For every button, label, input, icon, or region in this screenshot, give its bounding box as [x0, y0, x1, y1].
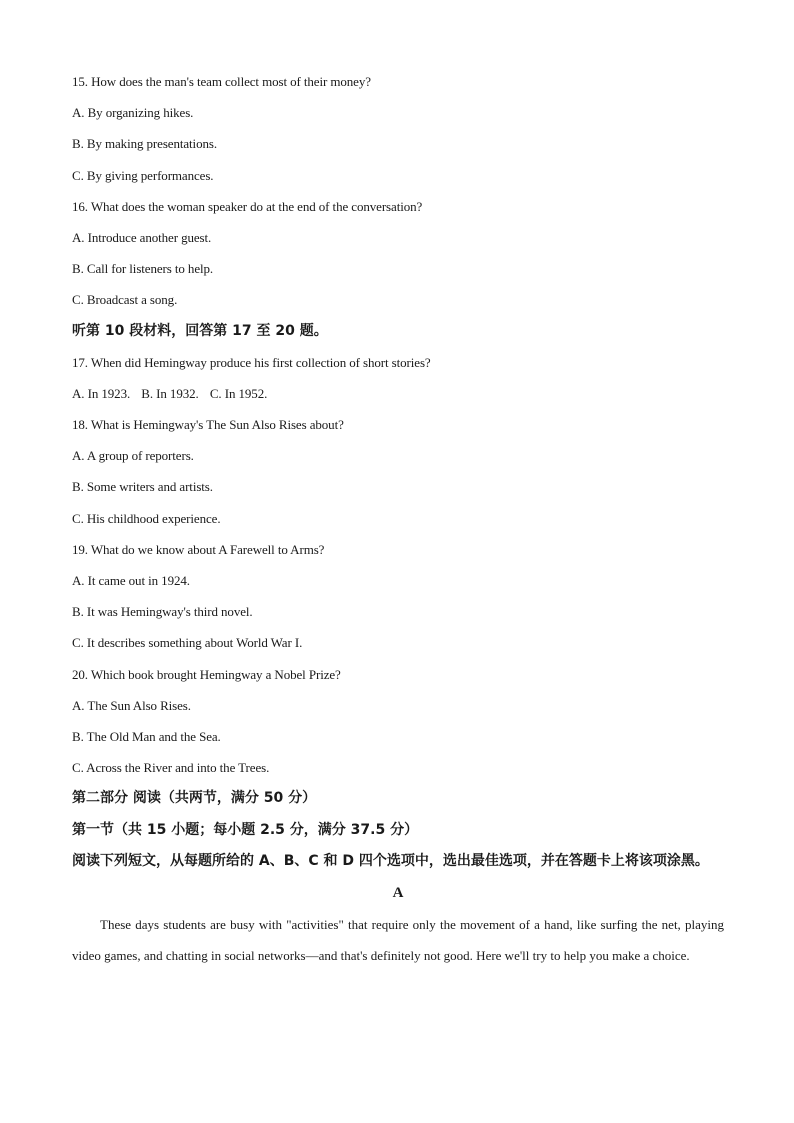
option-c: C. His childhood experience. [72, 510, 221, 526]
question-stem: 18. What is Hemingway's The Sun Also Rises about? [72, 417, 344, 433]
option-b: B. In 1932. [141, 385, 199, 401]
question-15 [72, 66, 724, 191]
passage-title: A [392, 884, 404, 901]
option-a: A. A group of reporters. [72, 448, 194, 464]
option-c: C. In 1952. [209, 385, 268, 401]
option-c: C. Broadcast a song. [72, 292, 178, 308]
section-1-heading: 第一节（共 15 小题；每小题 2.5 分，满分 37.5 分） [72, 821, 419, 838]
question-stem: 20. Which book brought Hemingway a Nobel Prize? [72, 666, 341, 682]
question-stem: 15. How does the man's team collect most of their money? [72, 74, 371, 89]
reading-instruction: 阅读下列短文，从每题所给的 A、B、C 和 D 四个选项中，选出最佳选项，并在答题卡上将该项涂黑。 [72, 852, 709, 869]
option-a: A. The Sun Also Rises. [72, 697, 191, 713]
document-page [72, 66, 724, 971]
option-b: B. Call for listeners to help. [72, 261, 214, 277]
option-a: A. In 1923. [72, 385, 131, 401]
part-2-heading: 第二部分 阅读（共两节，满分 50 分） [72, 790, 317, 807]
question-20 [72, 659, 724, 784]
option-c: C. By giving performances. [72, 167, 214, 183]
option-b: B. It was Hemingway's third novel. [72, 604, 253, 620]
question-stem: 17. When did Hemingway produce his first collection of short stories? [72, 354, 431, 370]
option-b: B. Some writers and artists. [72, 479, 213, 495]
option-b: B. The Old Man and the Sea. [72, 728, 221, 744]
option-c: C. Across the River and into the Trees. [72, 760, 270, 776]
option-c: C. It describes something about World War I. [72, 635, 303, 651]
option-a: A. Introduce another guest. [72, 229, 212, 245]
passage-paragraph: These days students are busy with "activities" that require only the movement of a hand, like surfing the net, playing video games, and chatting in social networks—and that's definitely not good. Here we'll try to help you make a choice. [72, 916, 724, 963]
question-stem: 19. What do we know about A Farewell to Arms? [72, 541, 325, 557]
option-b: B. By making presentations. [72, 136, 217, 152]
question-18 [72, 409, 724, 534]
question-stem: 16. What does the woman speaker do at the end of the conversation? [72, 198, 423, 214]
question-19 [72, 534, 724, 659]
option-a: A. It came out in 1924. [72, 573, 190, 588]
inline-options [72, 378, 724, 409]
question-16 [72, 191, 724, 316]
question-17 [72, 347, 724, 409]
section-10-heading: 听第 10 段材料，回答第 17 至 20 题。 [72, 322, 328, 339]
option-a: A. By organizing hikes. [72, 105, 194, 121]
